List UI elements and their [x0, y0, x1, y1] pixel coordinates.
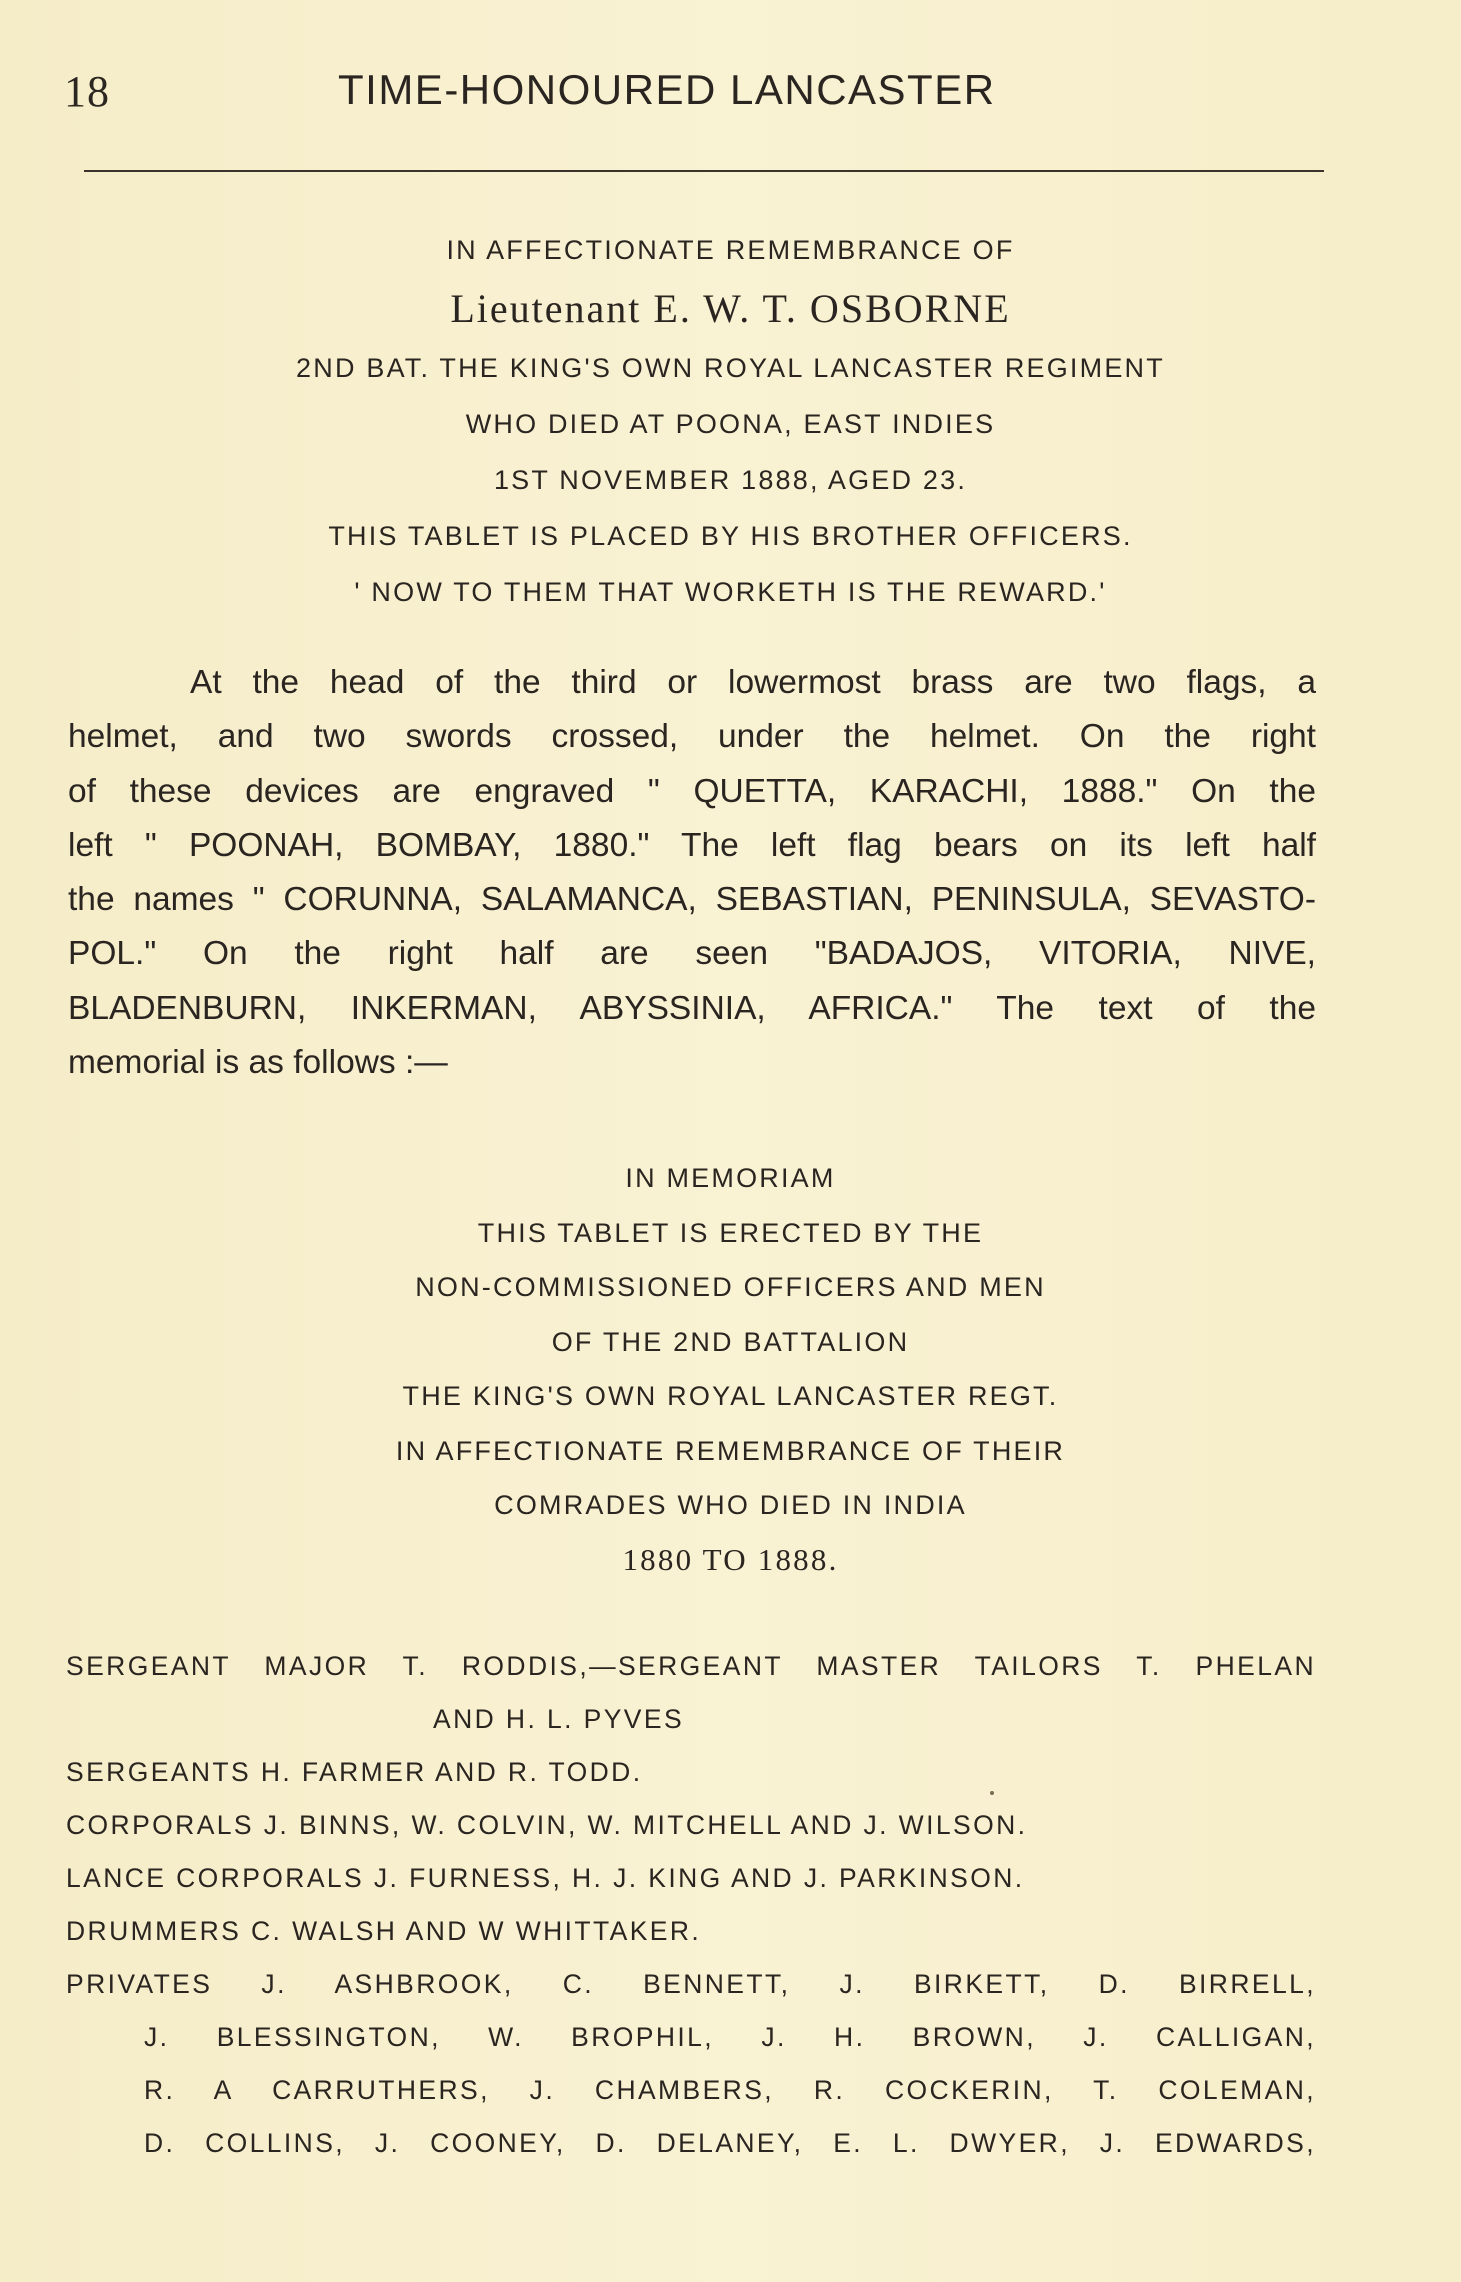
- inscription-line: THIS TABLET IS ERECTED BY THE: [477, 1217, 984, 1248]
- roll-line: SERGEANT MAJOR T. RODDIS,—SERGEANT MASTER TAILORS T. PHELAN: [66, 1651, 1316, 1681]
- paragraph-line: of these devices are engraved " QUETTA, KARACHI, 1888." On the: [68, 772, 1316, 810]
- page-number: 18: [64, 67, 110, 116]
- paragraph-line: At the head of the third or lowermost brass are two flags, a: [190, 664, 1316, 701]
- inscription-line: ' NOW TO THEM THAT WORKETH IS THE REWARD.': [354, 577, 1107, 607]
- roll-line: AND H. L. PYVES: [433, 1704, 685, 1734]
- paragraph-line: BLADENBURN, INKERMAN, ABYSSINIA, AFRICA." The text of the: [68, 989, 1316, 1027]
- inscription-line: OF THE 2ND BATTALION: [551, 1326, 910, 1357]
- paragraph-line: the names " CORUNNA, SALAMANCA, SEBASTIAN, PENINSULA, SEVASTO-: [68, 881, 1316, 919]
- roll-line: DRUMMERS C. WALSH AND W WHITTAKER.: [66, 1916, 702, 1946]
- inscription-line: THE KING'S OWN ROYAL LANCASTER REGT.: [402, 1381, 1059, 1411]
- inscription-line: 2ND BAT. THE KING'S OWN ROYAL LANCASTER REGIMENT: [296, 353, 1165, 383]
- inscription-name-line: Lieutenant E. W. T. OSBORNE: [450, 286, 1011, 331]
- roll-line: CORPORALS J. BINNS, W. COLVIN, W. MITCHELL AND J. WILSON.: [66, 1810, 1028, 1840]
- inscription-line: IN AFFECTIONATE REMEMBRANCE OF: [446, 235, 1015, 265]
- officer-memorial-inscription: [0, 222, 1461, 620]
- inscription-line: WHO DIED AT POONA, EAST INDIES: [465, 409, 996, 439]
- paragraph-line: helmet, and two swords crossed, under the helmet. On the right: [68, 718, 1316, 756]
- roll-line: J. BLESSINGTON, W. BROPHIL, J. H. BROWN, J. CALLIGAN,: [144, 2022, 1316, 2052]
- roll-line: LANCE CORPORALS J. FURNESS, H. J. KING AND J. PARKINSON.: [66, 1863, 1025, 1893]
- roll-line: PRIVATES J. ASHBROOK, C. BENNETT, J. BIRKETT, D. BIRRELL,: [66, 1969, 1316, 1999]
- inscription-line: IN MEMORIAM: [625, 1163, 836, 1193]
- men-memorial-inscription: [0, 1151, 1461, 1587]
- paragraph-line: left " POONAH, BOMBAY, 1880." The left flag bears on its left half: [68, 826, 1316, 864]
- inscription-line: THIS TABLET IS PLACED BY HIS BROTHER OFFICERS.: [328, 521, 1133, 551]
- inscription-line: IN AFFECTIONATE REMEMBRANCE OF THEIR: [395, 1435, 1066, 1466]
- roll-line: SERGEANTS H. FARMER AND R. TODD.: [66, 1757, 643, 1787]
- inscription-line: 1ST NOVEMBER 1888, AGED 23.: [493, 465, 968, 495]
- header-rule: [84, 170, 1324, 172]
- inscription-dates-line: 1880 TO 1888.: [622, 1541, 839, 1577]
- inscription-line: NON-COMMISSIONED OFFICERS AND MEN: [415, 1272, 1046, 1302]
- paragraph-line: memorial is as follows :—: [68, 1044, 448, 1082]
- inscription-line: COMRADES WHO DIED IN INDIA: [494, 1490, 967, 1520]
- body-paragraph: [68, 656, 1316, 1090]
- paper-speck: [990, 1791, 994, 1795]
- running-head: TIME-HONOURED LANCASTER: [338, 66, 996, 113]
- roll-line: R. A CARRUTHERS, J. CHAMBERS, R. COCKERIN, T. COLEMAN,: [144, 2075, 1316, 2105]
- paragraph-line: POL." On the right half are seen "BADAJOS, VITORIA, NIVE,: [68, 935, 1316, 973]
- roll-of-names: [66, 1640, 1316, 2170]
- roll-line: D. COLLINS, J. COONEY, D. DELANEY, E. L. DWYER, J. EDWARDS,: [144, 2128, 1316, 2158]
